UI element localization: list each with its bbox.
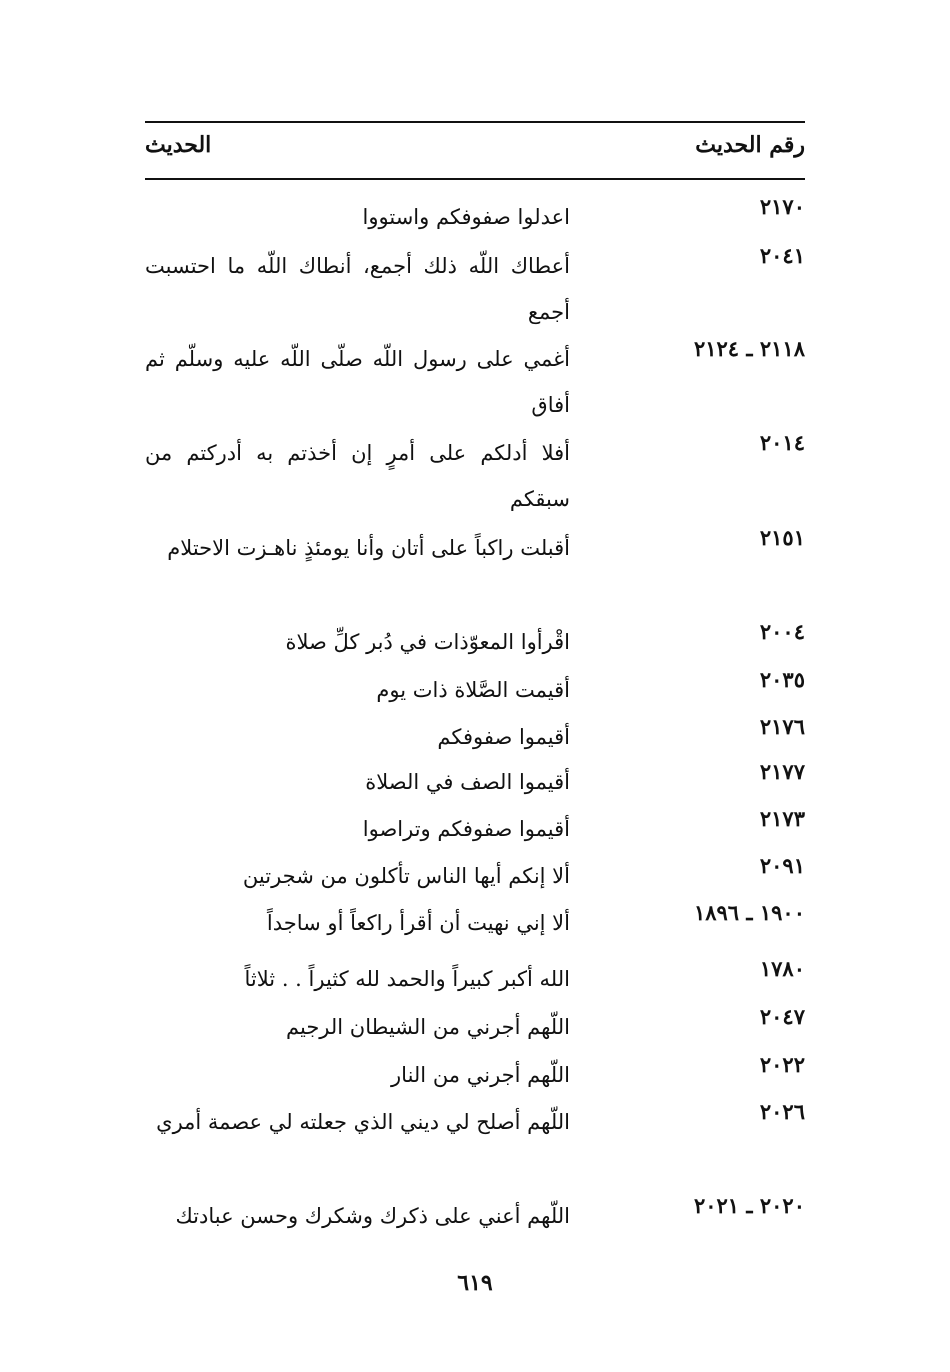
hadith-text: اللّهم أصلح لي ديني الذي جعلته لي عصمة أمري [156,1110,570,1134]
number-column-header: رقم الحديث [695,132,805,158]
hadith-number: ٢١٧٦ [759,714,805,739]
hadith-text: أغمي على رسول اللّه صلّى اللّه عليه وسلّم ثم أفاق [145,347,570,417]
hadith-number: ٢١٧٠ [759,194,805,219]
hadith-text: أقيموا صفوفكم وتراصوا [362,817,570,841]
hadith-number: ٢١١٨ ـ ٢١٢٤ [693,336,805,361]
hadith-number: ٢٠٠٤ [759,619,805,644]
hadith-text: أقيموا صفوفكم [437,725,570,749]
hadith-text: اعدلوا صفوفكم واستووا [362,205,570,229]
hadith-number: ٢١٧٣ [759,806,805,831]
header-top-rule [145,121,805,123]
hadith-number: ٢٠٢٦ [759,1099,805,1124]
hadith-text: اللّهم أجرني من الشيطان الرجيم [286,1015,570,1039]
hadith-number: ٢٠٣٥ [759,667,805,692]
hadith-text: ألا إنكم أيها الناس تأكلون من شجرتين [242,864,570,888]
hadith-number: ٢١٥١ [759,525,805,550]
hadith-text: الله أكبر كبيراً والحمد لله كثيراً . . ثلاثاً [244,967,570,991]
hadith-number: ١٩٠٠ ـ ١٨٩٦ [693,900,805,925]
hadith-text: أقيموا الصف في الصلاة [365,770,570,794]
hadith-column-header: الحديث [145,132,212,158]
hadith-number: ٢٠٢٢ [759,1052,805,1077]
hadith-text: أفلا أدلكم على أمرٍ إن أخذتم به أدركتم من سبقكم [145,441,570,511]
hadith-number: ٢٠٩١ [759,853,805,878]
hadith-number: ٢٠٢٠ ـ ٢٠٢١ [693,1193,805,1218]
hadith-text: أقبلت راكباً على أتان وأنا يومئذٍ ناهـزت الاحتلام [167,536,570,560]
hadith-text: اقْرأوا المعوّذات في دُبر كلِّ صلاة [285,630,570,654]
hadith-text: ألا إني نهيت أن أقرأ راكعاً أو ساجداً [266,911,570,935]
hadith-number: ٢٠٤١ [759,243,805,268]
page-number: ٦١٩ [457,1270,493,1296]
hadith-text: اللّهم أعني على ذكرك وشكرك وحسن عبادتك [175,1204,570,1228]
hadith-number: ٢٠٤٧ [759,1004,805,1029]
hadith-number: ٢١٧٧ [759,759,805,784]
hadith-text: اللّهم أجرني من النار [391,1063,570,1087]
hadith-text: أقيمت الصَّلاة ذات يوم [376,678,570,702]
hadith-text: أعطاك اللّه ذلك أجمع، أنطاك اللّه ما احتسبت أجمع [145,254,570,324]
header-bottom-rule [145,178,805,180]
hadith-number: ٢٠١٤ [759,430,805,455]
hadith-number: ١٧٨٠ [759,956,805,981]
